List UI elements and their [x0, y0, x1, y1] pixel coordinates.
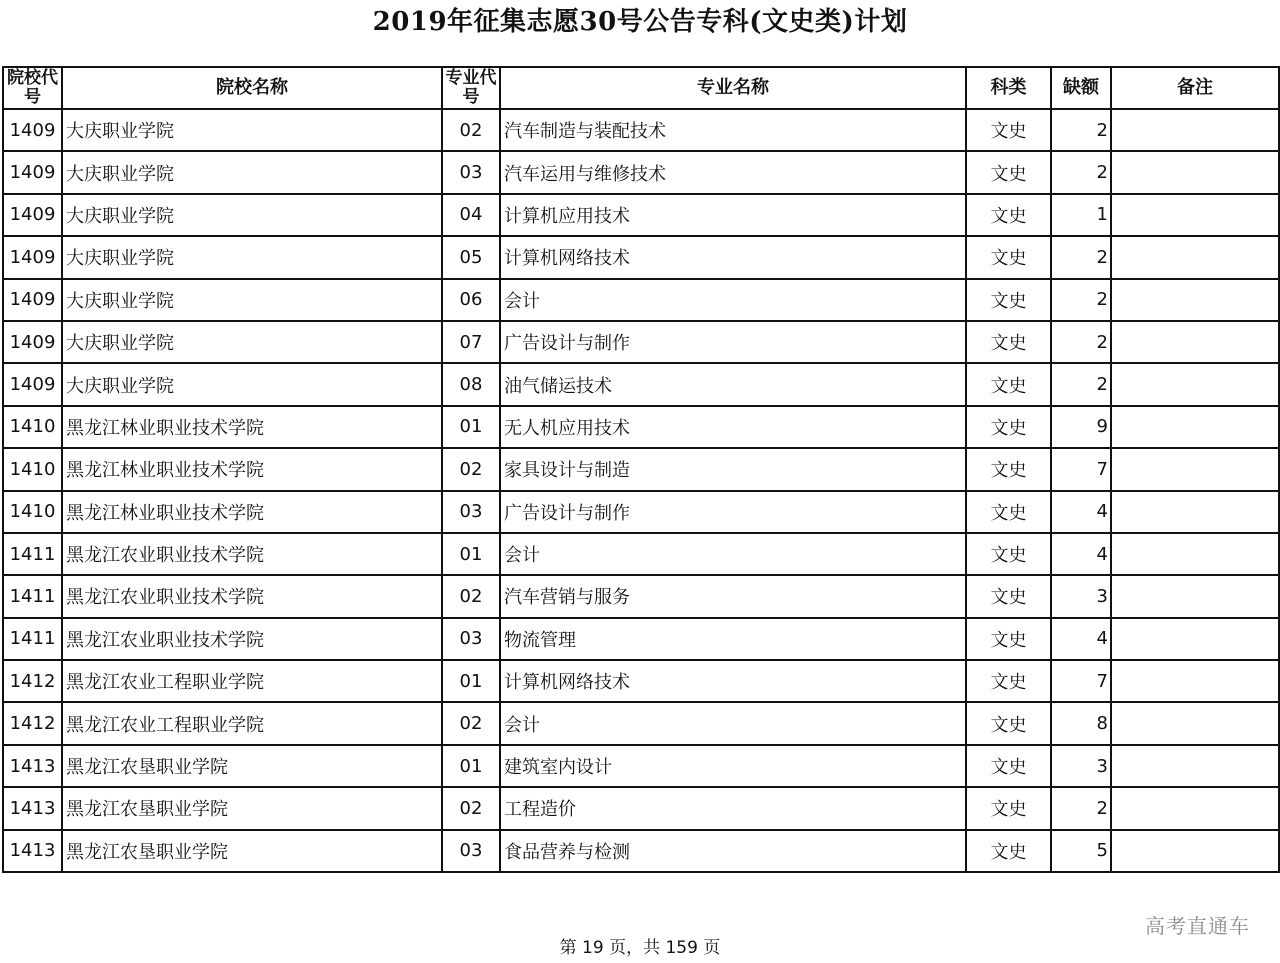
- cell-note: [1111, 363, 1279, 405]
- cell-vacancy: 7: [1051, 448, 1111, 490]
- header-school-name: 院校名称: [62, 67, 442, 109]
- cell-school-code: 1411: [3, 533, 62, 575]
- cell-school-name: 大庆职业学院: [62, 321, 442, 363]
- cell-category: 文史: [966, 660, 1051, 702]
- cell-school-name: 黑龙江农垦职业学院: [62, 787, 442, 829]
- table-row: [3, 491, 1279, 533]
- cell-school-code: 1412: [3, 702, 62, 744]
- cell-category: 文史: [966, 236, 1051, 278]
- table-row: [3, 279, 1279, 321]
- cell-note: [1111, 745, 1279, 787]
- cell-note: [1111, 787, 1279, 829]
- cell-major-code: 08: [442, 363, 500, 405]
- cell-category: 文史: [966, 787, 1051, 829]
- cell-category: 文史: [966, 279, 1051, 321]
- cell-school-code: 1409: [3, 236, 62, 278]
- page-title: 2019年征集志愿30号公告专科(文史类)计划: [372, 7, 908, 37]
- cell-major-name: 广告设计与制作: [500, 321, 966, 363]
- table-row: [3, 151, 1279, 193]
- cell-note: [1111, 618, 1279, 660]
- cell-major-code: 01: [442, 660, 500, 702]
- cell-vacancy: 7: [1051, 660, 1111, 702]
- cell-vacancy: 3: [1051, 745, 1111, 787]
- table-header: [3, 67, 1279, 109]
- cell-category: 文史: [966, 194, 1051, 236]
- cell-category: 文史: [966, 491, 1051, 533]
- cell-vacancy: 2: [1051, 236, 1111, 278]
- cell-category: 文史: [966, 745, 1051, 787]
- cell-school-code: 1409: [3, 321, 62, 363]
- cell-school-name: 大庆职业学院: [62, 109, 442, 151]
- cell-note: [1111, 533, 1279, 575]
- cell-school-code: 1409: [3, 194, 62, 236]
- cell-school-name: 大庆职业学院: [62, 279, 442, 321]
- cell-note: [1111, 236, 1279, 278]
- table-row: [3, 194, 1279, 236]
- cell-category: 文史: [966, 109, 1051, 151]
- cell-note: [1111, 830, 1279, 872]
- header-major-name: 专业名称: [500, 67, 966, 109]
- cell-major-name: 无人机应用技术: [500, 406, 966, 448]
- cell-vacancy: 8: [1051, 702, 1111, 744]
- cell-major-name: 家具设计与制造: [500, 448, 966, 490]
- cell-school-name: 黑龙江农业工程职业学院: [62, 660, 442, 702]
- cell-note: [1111, 151, 1279, 193]
- cell-note: [1111, 448, 1279, 490]
- cell-category: 文史: [966, 702, 1051, 744]
- cell-note: [1111, 702, 1279, 744]
- cell-major-code: 02: [442, 787, 500, 829]
- table-body: [3, 109, 1279, 872]
- table-row: [3, 406, 1279, 448]
- cell-school-name: 黑龙江农垦职业学院: [62, 830, 442, 872]
- cell-major-name: 汽车制造与装配技术: [500, 109, 966, 151]
- cell-major-code: 03: [442, 830, 500, 872]
- table-row: [3, 575, 1279, 617]
- cell-school-code: 1413: [3, 787, 62, 829]
- cell-category: 文史: [966, 533, 1051, 575]
- header-row: [3, 67, 1279, 109]
- table-row: [3, 448, 1279, 490]
- cell-note: [1111, 109, 1279, 151]
- cell-vacancy: 4: [1051, 618, 1111, 660]
- table-row: [3, 363, 1279, 405]
- cell-vacancy: 2: [1051, 109, 1111, 151]
- cell-major-name: 计算机网络技术: [500, 236, 966, 278]
- cell-major-name: 建筑室内设计: [500, 745, 966, 787]
- cell-major-name: 食品营养与检测: [500, 830, 966, 872]
- cell-school-code: 1412: [3, 660, 62, 702]
- cell-vacancy: 2: [1051, 321, 1111, 363]
- cell-major-code: 03: [442, 151, 500, 193]
- cell-school-name: 大庆职业学院: [62, 151, 442, 193]
- cell-school-name: 大庆职业学院: [62, 363, 442, 405]
- cell-school-name: 黑龙江农业职业技术学院: [62, 533, 442, 575]
- cell-major-code: 02: [442, 575, 500, 617]
- cell-category: 文史: [966, 448, 1051, 490]
- cell-school-name: 黑龙江林业职业技术学院: [62, 406, 442, 448]
- cell-vacancy: 4: [1051, 533, 1111, 575]
- cell-school-name: 黑龙江林业职业技术学院: [62, 448, 442, 490]
- cell-vacancy: 2: [1051, 363, 1111, 405]
- cell-major-code: 01: [442, 745, 500, 787]
- cell-note: [1111, 406, 1279, 448]
- cell-major-name: 会计: [500, 533, 966, 575]
- header-vacancy: 缺额: [1051, 67, 1111, 109]
- cell-note: [1111, 194, 1279, 236]
- cell-category: 文史: [966, 406, 1051, 448]
- cell-major-name: 汽车运用与维修技术: [500, 151, 966, 193]
- cell-major-code: 07: [442, 321, 500, 363]
- cell-school-code: 1409: [3, 279, 62, 321]
- table-row: [3, 830, 1279, 872]
- cell-major-name: 会计: [500, 702, 966, 744]
- cell-major-name: 广告设计与制作: [500, 491, 966, 533]
- cell-school-name: 黑龙江农业职业技术学院: [62, 575, 442, 617]
- table-row: [3, 236, 1279, 278]
- header-note: 备注: [1111, 67, 1279, 109]
- cell-school-code: 1411: [3, 618, 62, 660]
- cell-school-name: 黑龙江农业职业技术学院: [62, 618, 442, 660]
- cell-category: 文史: [966, 321, 1051, 363]
- cell-category: 文史: [966, 363, 1051, 405]
- cell-vacancy: 3: [1051, 575, 1111, 617]
- cell-major-name: 工程造价: [500, 787, 966, 829]
- cell-school-code: 1413: [3, 745, 62, 787]
- cell-note: [1111, 491, 1279, 533]
- cell-school-name: 大庆职业学院: [62, 194, 442, 236]
- cell-school-code: 1409: [3, 109, 62, 151]
- cell-vacancy: 4: [1051, 491, 1111, 533]
- table-row: [3, 109, 1279, 151]
- cell-vacancy: 2: [1051, 787, 1111, 829]
- cell-major-code: 05: [442, 236, 500, 278]
- cell-major-code: 06: [442, 279, 500, 321]
- cell-note: [1111, 279, 1279, 321]
- header-major-code: 专业代号: [442, 67, 500, 109]
- page-number-footer: 第 19 页，共 159 页: [559, 938, 721, 958]
- cell-school-code: 1409: [3, 363, 62, 405]
- cell-category: 文史: [966, 575, 1051, 617]
- cell-major-name: 物流管理: [500, 618, 966, 660]
- cell-school-name: 黑龙江农垦职业学院: [62, 745, 442, 787]
- table-row: [3, 321, 1279, 363]
- cell-major-name: 计算机网络技术: [500, 660, 966, 702]
- cell-major-name: 计算机应用技术: [500, 194, 966, 236]
- cell-category: 文史: [966, 830, 1051, 872]
- table-row: [3, 660, 1279, 702]
- enrollment-plan-table: [2, 66, 1280, 873]
- cell-major-name: 会计: [500, 279, 966, 321]
- cell-major-code: 02: [442, 109, 500, 151]
- cell-major-code: 01: [442, 533, 500, 575]
- table-row: [3, 702, 1279, 744]
- cell-note: [1111, 575, 1279, 617]
- cell-category: 文史: [966, 151, 1051, 193]
- header-school-code: 院校代号: [3, 67, 62, 109]
- cell-school-name: 大庆职业学院: [62, 236, 442, 278]
- cell-vacancy: 5: [1051, 830, 1111, 872]
- cell-note: [1111, 321, 1279, 363]
- table-row: [3, 533, 1279, 575]
- cell-school-code: 1410: [3, 406, 62, 448]
- header-category: 科类: [966, 67, 1051, 109]
- cell-vacancy: 9: [1051, 406, 1111, 448]
- cell-note: [1111, 660, 1279, 702]
- cell-major-code: 02: [442, 702, 500, 744]
- cell-school-name: 黑龙江林业职业技术学院: [62, 491, 442, 533]
- cell-school-code: 1413: [3, 830, 62, 872]
- cell-major-code: 01: [442, 406, 500, 448]
- cell-category: 文史: [966, 618, 1051, 660]
- cell-major-name: 汽车营销与服务: [500, 575, 966, 617]
- table-row: [3, 745, 1279, 787]
- cell-major-code: 03: [442, 491, 500, 533]
- cell-school-code: 1409: [3, 151, 62, 193]
- cell-school-name: 黑龙江农业工程职业学院: [62, 702, 442, 744]
- cell-major-code: 03: [442, 618, 500, 660]
- cell-school-code: 1411: [3, 575, 62, 617]
- cell-school-code: 1410: [3, 491, 62, 533]
- table-row: [3, 618, 1279, 660]
- cell-vacancy: 2: [1051, 151, 1111, 193]
- table-row: [3, 787, 1279, 829]
- watermark: 高考直通车: [1145, 914, 1250, 938]
- cell-major-code: 02: [442, 448, 500, 490]
- cell-major-name: 油气储运技术: [500, 363, 966, 405]
- cell-school-code: 1410: [3, 448, 62, 490]
- cell-vacancy: 1: [1051, 194, 1111, 236]
- cell-major-code: 04: [442, 194, 500, 236]
- cell-vacancy: 2: [1051, 279, 1111, 321]
